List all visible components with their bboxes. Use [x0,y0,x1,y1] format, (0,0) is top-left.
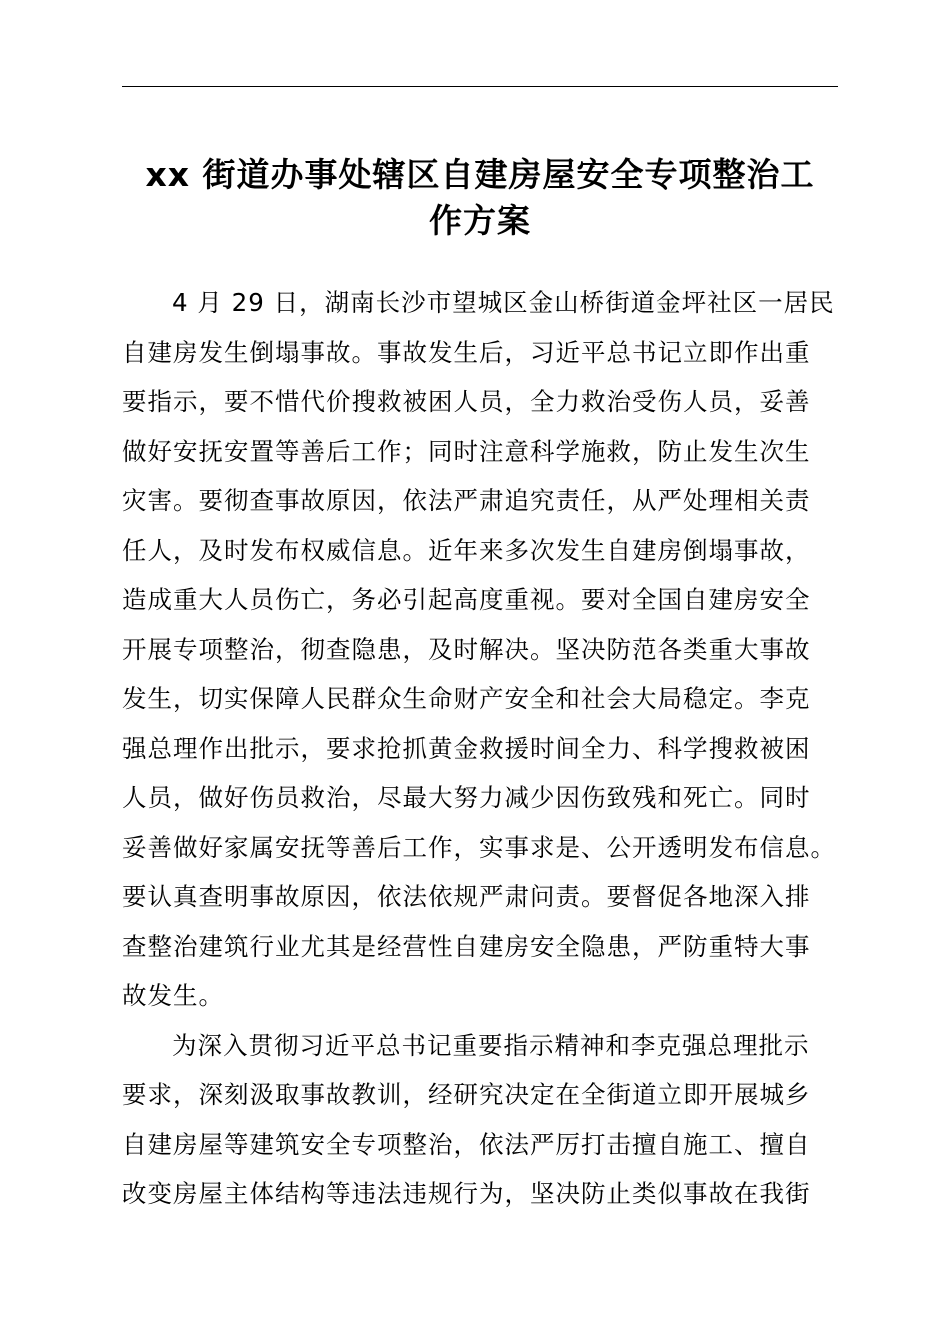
paragraph-line: 造成重大人员伤亡，务必引起高度重视。要对全国自建房安全 [122,585,811,614]
header-divider [122,86,838,87]
paragraph-line: 任人，及时发布权威信息。近年来多次发生自建房倒塌事故， [122,535,811,565]
paragraph-line: 4 月 29 日，湖南长沙市望城区金山桥街道金坪社区一居民 [172,288,835,317]
paragraph-line: 故发生。 [122,981,224,1010]
document-title [122,152,838,244]
paragraph-line: 要求，深刻汲取事故教训，经研究决定在全街道立即开展城乡 [122,1080,811,1109]
paragraph-line: 自建房屋等建筑安全专项整治，依法严厉打击擅自施工、擅自 [122,1129,811,1159]
paragraph-line: 开展专项整治，彻查隐患，及时解决。坚决防范各类重大事故 [122,634,811,664]
title-line-2: 作方案 [429,201,531,240]
paragraph-line: 灾害。要彻查事故原因，依法严肃追究责任，从严处理相关责 [122,486,811,515]
paragraph-line: 人员，做好伤员救治，尽最大努力减少因伤致残和死亡。同时 [122,783,811,812]
paragraph-line: 要指示，要不惜代价搜救被困人员，全力救治受伤人员，妥善 [122,387,811,416]
paragraph-line: 改变房屋主体结构等违法违规行为，坚决防止类似事故在我街 [122,1179,811,1208]
title-line-1: xx 街道办事处辖区自建房屋安全专项整治工 [145,155,815,194]
paragraph-2 [122,1021,838,1219]
paragraph-line: 强总理作出批示，要求抢抓黄金救援时间全力、科学搜救被困 [122,733,811,763]
paragraph-line: 查整治建筑行业尤其是经营性自建房安全隐患，严防重特大事 [122,931,811,961]
paragraph-line: 要认真查明事故原因，依法依规严肃问责。要督促各地深入排 [122,882,811,911]
document-body [122,278,838,1219]
paragraph-1 [122,278,838,1021]
paragraph-line: 为深入贯彻习近平总书记重要指示精神和李克强总理批示 [172,1030,810,1060]
paragraph-line: 自建房发生倒塌事故。事故发生后，习近平总书记立即作出重 [122,337,811,367]
paragraph-line: 做好安抚安置等善后工作；同时注意科学施救，防止发生次生 [122,436,811,466]
paragraph-line: 妥善做好家属安抚等善后工作，实事求是、公开透明发布信息。 [122,832,836,862]
paragraph-line: 发生，切实保障人民群众生命财产安全和社会大局稳定。李克 [122,684,811,713]
